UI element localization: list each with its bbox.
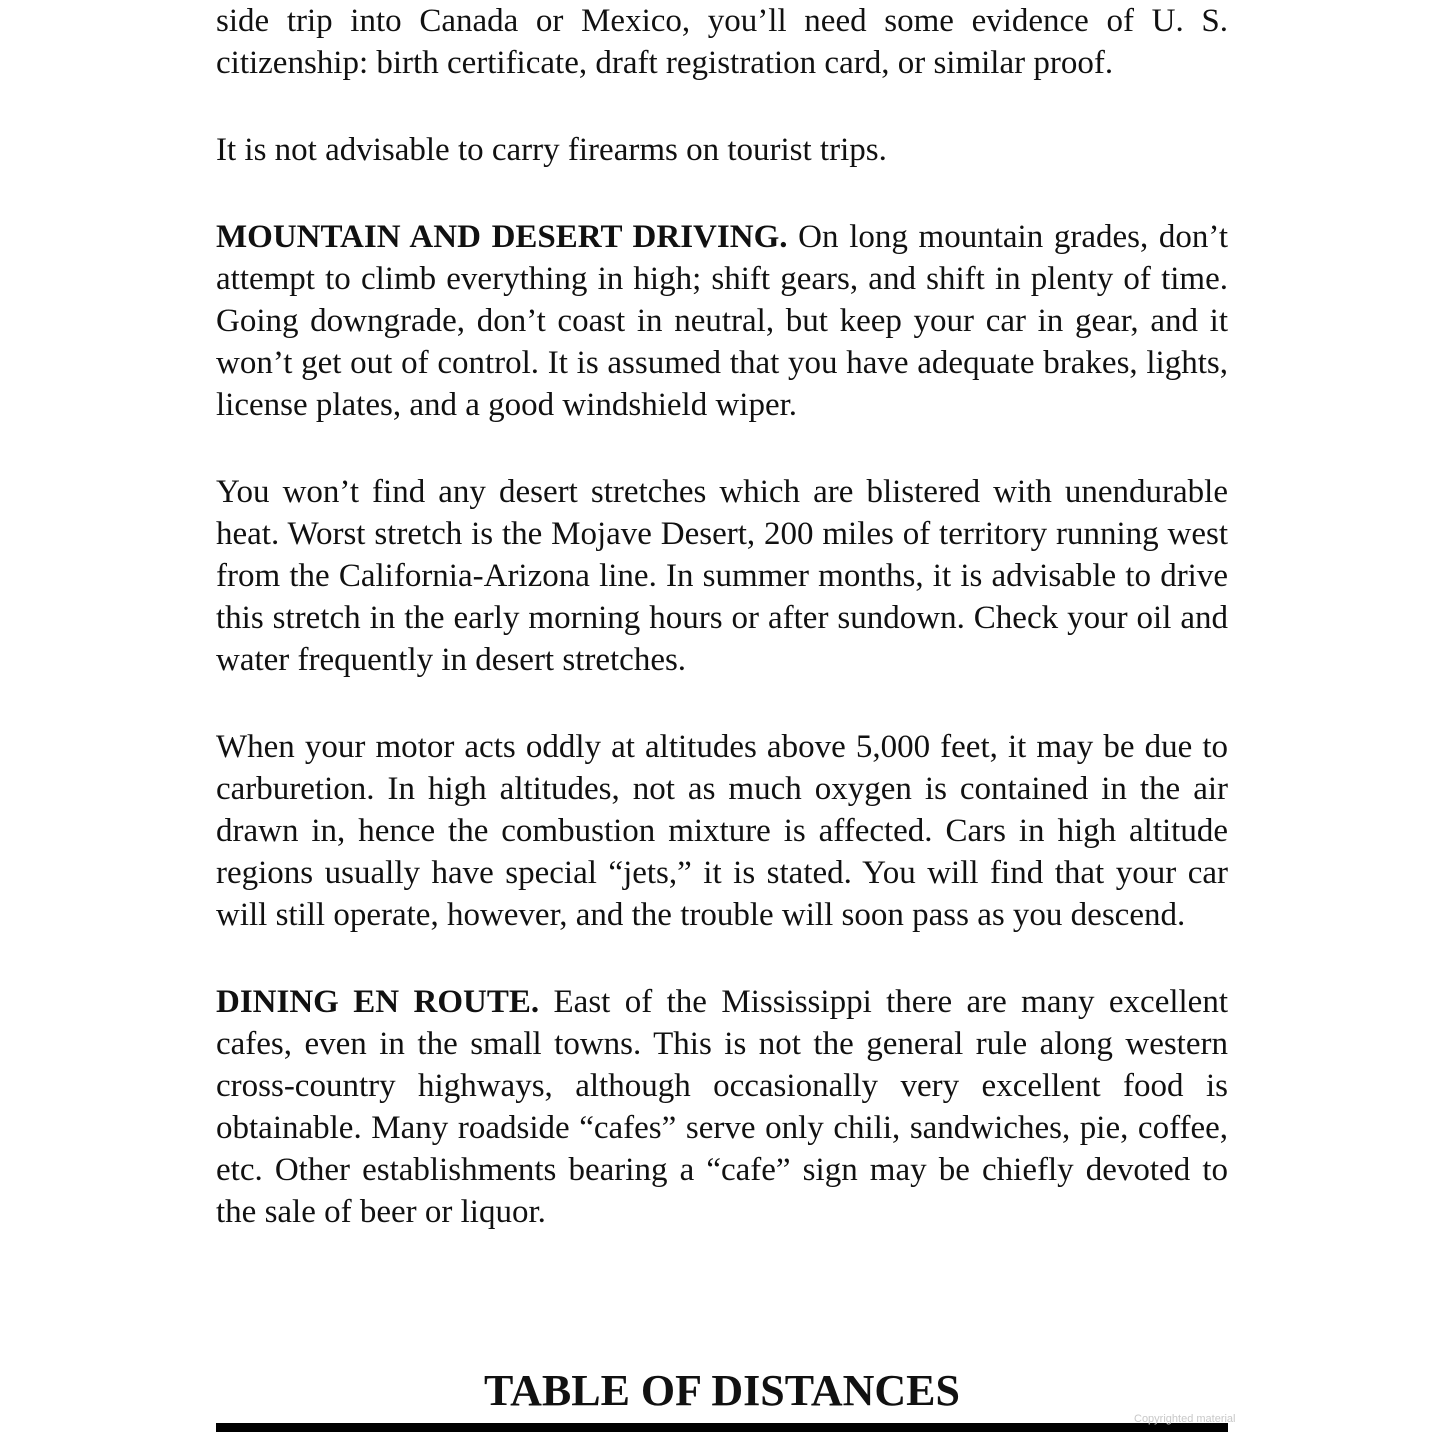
section-title: TABLE OF DISTANCES xyxy=(484,1366,960,1415)
document-body xyxy=(216,0,1228,1233)
paragraph-firearms xyxy=(216,129,1228,171)
paragraph-lead: DINING EN ROUTE. xyxy=(216,984,540,1020)
copyright-watermark: Copyrighted material xyxy=(1134,1413,1236,1425)
paragraph-text: It is not advisable to carry firearms on tourist trips. xyxy=(216,132,887,168)
paragraph-lead: MOUNTAIN AND DESERT DRIVING. xyxy=(216,219,788,255)
paragraph-text: When your motor acts oddly at altitudes above 5,000 feet, it may be due to carburetion. In high altitudes, not as much oxygen is contained in the air drawn in, hence the combustion mixture is affected. Cars in high altitude regions usually have special “jets,” it is stated. You will find that your car will still operate, however, and the trouble will soon pass as you descend. xyxy=(216,729,1228,933)
paragraph-mountain-desert-driving xyxy=(216,216,1228,426)
paragraph-desert-stretches xyxy=(216,471,1228,681)
section-divider xyxy=(216,1423,1228,1432)
paragraph-altitude xyxy=(216,726,1228,936)
paragraph-text: side trip into Canada or Mexico, you’ll need some evidence of U. S. citizenship: birth certificate, draft registration card, or similar proof. xyxy=(216,3,1228,81)
paragraph-text: East of the Mississippi there are many excellent cafes, even in the small towns. This is not the general rule along western cross-country highways, although occasionally very excellent food is obtainable. Many roadside “cafes” serve only chili, sandwiches, pie, coffee, etc. Other establishments bearing a “cafe” sign may be chiefly devoted to the sale of beer or liquor. xyxy=(216,984,1228,1230)
paragraph-text: On long mountain grades, don’t attempt to climb everything in high; shift gears, and shift in plenty of time. Going downgrade, don’t coast in neutral, but keep your car in gear, and it won’t get out of control. It is assumed that you have adequate brakes, lights, license plates, and a good windshield wiper. xyxy=(216,219,1228,423)
paragraph-citizenship xyxy=(216,0,1228,84)
paragraph-dining-en-route xyxy=(216,981,1228,1233)
paragraph-text: You won’t find any desert stretches which are blistered with unendurable heat. Worst stretch is the Mojave Desert, 200 miles of territory running west from the California-Arizona line. In summer months, it is advisable to drive this stretch in the early morning hours or after sundown. Check your oil and water frequently in desert stretches. xyxy=(216,474,1228,678)
